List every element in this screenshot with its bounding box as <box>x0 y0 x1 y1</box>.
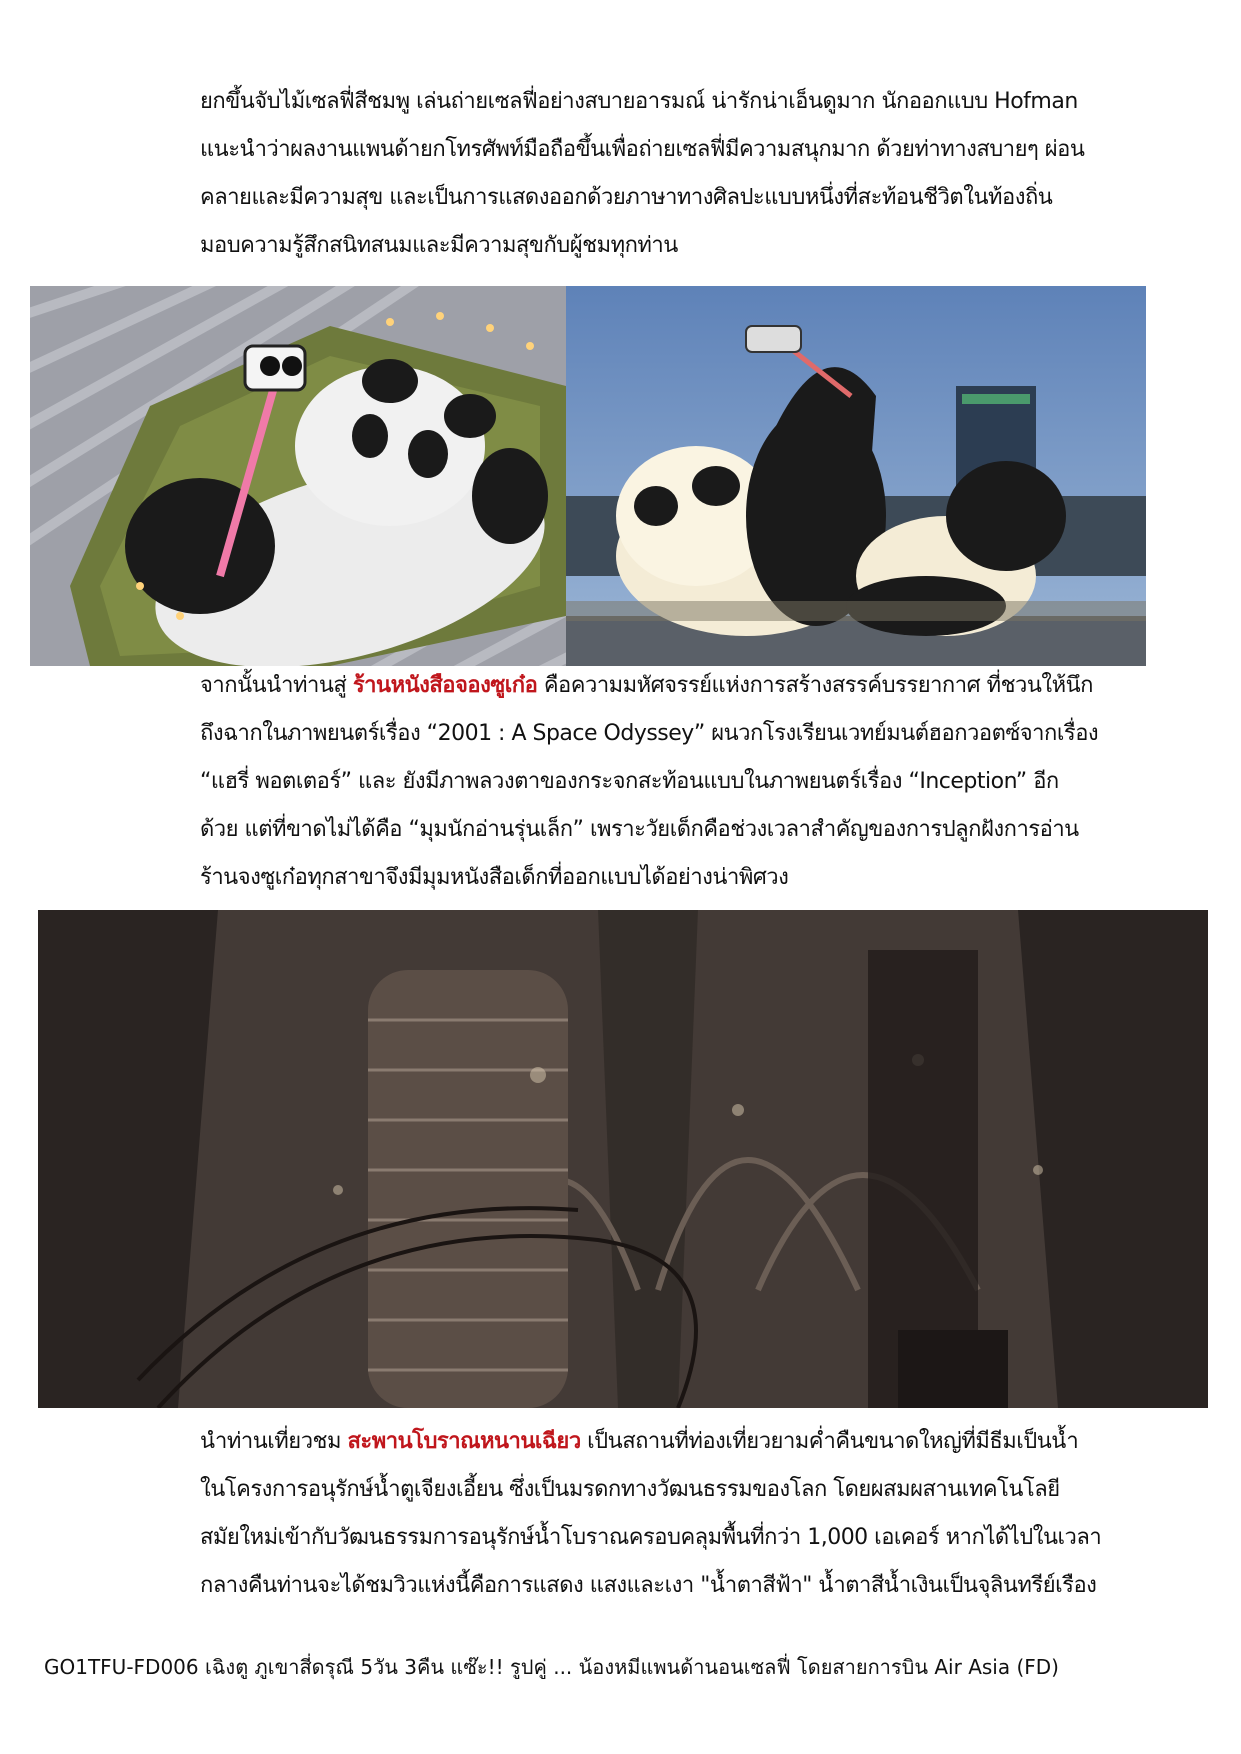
bridge-name-highlight: สะพานโบราณหนานเฉียว <box>347 1429 581 1454</box>
bookstore-interior-photo <box>38 910 1208 1408</box>
bookstore-paragraph <box>200 662 1190 902</box>
intro-line: คลายและมีความสุข และเป็นการแสดงออกด้วยภาษาทางศิลปะแบบหนึ่งที่สะท้อนชีวิตในท้องถิ่น <box>200 185 1053 210</box>
bookstore-intro-text: จากนั้นนำท่านสู่ <box>200 673 353 698</box>
bridge-intro-rest: เป็นสถานที่ท่องเที่ยวยามค่ำคืนขนาดใหญ่ที่มีธีมเป็นน้ำ <box>580 1429 1079 1454</box>
bridge-line: ในโครงการอนุรักษ์น้ำตูเจียงเอี้ยน ซึ่งเป็นมรดกทางวัฒนธรรมของโลก โดยผสมผสานเทคโนโลยี <box>200 1477 1060 1502</box>
panda-aerial-photo <box>30 286 566 666</box>
document-footer: GO1TFU-FD006 เฉิงตู ภูเขาสี่ดรุณี 5วัน 3คืน แซ๊ะ!! รูปคู่ ... น้องหมีแพนด้านอนเซลฟี่ โดยสายการบิน Air Asia (FD) <box>44 1655 1059 1679</box>
bookstore-intro-rest: คือความมหัศจรรย์แห่งการสร้างสรรค์บรรยากาศ ที่ชวนให้นึก <box>537 673 1093 698</box>
bridge-line: สมัยใหม่เข้ากับวัฒนธรรมการอนุรักษ์น้ำโบราณครอบคลุมพื้นที่กว่า 1,000 เอเคอร์ หากได้ไปในเวลา <box>200 1525 1102 1550</box>
intro-line: ยกขึ้นจับไม้เซลฟี่สีชมพู เล่นถ่ายเซลฟี่อย่างสบายอารมณ์ น่ารักน่าเอ็นดูมาก นักออกแบบ Hofman <box>200 89 1078 114</box>
bridge-line <box>200 1418 1190 1466</box>
bookstore-line: ร้านจงซูเก๋อทุกสาขาจึงมีมุมหนังสือเด็กที่ออกแบบได้อย่างน่าพิศวง <box>200 865 789 890</box>
bookstore-line: ด้วย แต่ที่ขาดไม่ได้คือ “มุมนักอ่านรุ่นเล็ก” เพราะวัยเด็กคือช่วงเวลาสำคัญของการปลูกฝังการอ่าน <box>200 817 1079 842</box>
bridge-line: กลางคืนท่านจะได้ชมวิวแห่งนี้คือการแสดง แสงและเงา "น้ำตาสีฟ้า" น้ำตาสีน้ำเงินเป็นจุลินทรีย์เรือง <box>200 1573 1097 1598</box>
bridge-paragraph <box>200 1418 1190 1610</box>
bookstore-name-highlight: ร้านหนังสือจองซูเก๋อ <box>352 673 538 698</box>
intro-line: แนะนำว่าผลงานแพนด้ายกโทรศัพท์มือถือขึ้นเพื่อถ่ายเซลฟี่มีความสนุกมาก ด้วยท่าทางสบายๆ ผ่อน <box>200 137 1085 162</box>
bookstore-line <box>200 662 1190 710</box>
bookstore-line: ถึงฉากในภาพยนตร์เรื่อง “2001 : A Space Odyssey” ผนวกโรงเรียนเวทย์มนต์ฮอกวอตซ์จากเรื่อง <box>200 721 1099 746</box>
bridge-intro-text: นำท่านเที่ยวชม <box>200 1429 348 1454</box>
bookstore-line: “แฮรี่ พอตเตอร์” และ ยังมีภาพลวงตาของกระจกสะท้อนแบบในภาพยนตร์เรื่อง “Inception” อีก <box>200 769 1059 794</box>
intro-paragraph <box>200 78 1190 270</box>
panda-dusk-photo <box>566 286 1146 666</box>
intro-line: มอบความรู้สึกสนิทสนมและมีความสุขกับผู้ชมทุกท่าน <box>200 233 678 258</box>
